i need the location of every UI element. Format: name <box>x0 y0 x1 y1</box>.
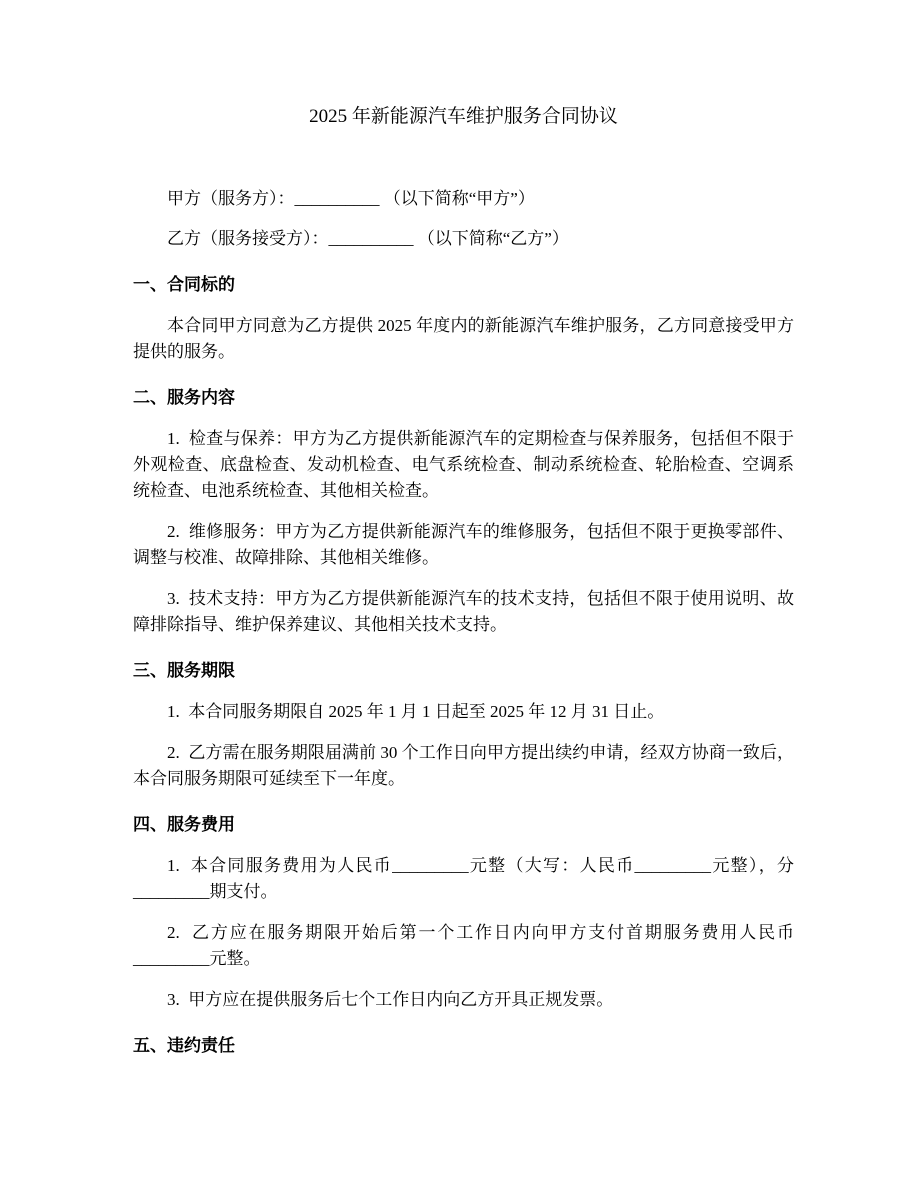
paragraph-fee-amount: 1. 本合同服务费用为人民币_________元整（大写：人民币_________元整），分_________期支付。 <box>133 856 794 901</box>
paragraph-repair-service: 2. 维修服务：甲方为乙方提供新能源汽车的维修服务，包括但不限于更换零部件、调整与校准、故障排除、其他相关维修。 <box>133 522 794 567</box>
section-heading-service-term: 三、服务期限 <box>133 661 235 680</box>
paragraph-invoice: 3. 甲方应在提供服务后七个工作日内向乙方开具正规发票。 <box>167 990 614 1009</box>
paragraph-technical-support: 3. 技术支持：甲方为乙方提供新能源汽车的技术支持，包括但不限于使用说明、故障排除指导、维护保养建议、其他相关技术支持。 <box>133 589 794 634</box>
section-heading-service-fees: 四、服务费用 <box>133 815 235 834</box>
paragraph-first-payment: 2. 乙方应在服务期限开始后第一个工作日内向甲方支付首期服务费用人民币_________元整。 <box>133 923 794 968</box>
paragraph-term-renewal: 2. 乙方需在服务期限届满前 30 个工作日向甲方提出续约申请，经双方协商一致后，本合同服务期限可延续至下一年度。 <box>133 743 794 788</box>
section-heading-contract-subject: 一、合同标的 <box>133 275 235 294</box>
party-b-line: 乙方（服务接受方）：__________ （以下简称“乙方”） <box>167 229 569 248</box>
paragraph-inspection-maintenance: 1. 检查与保养：甲方为乙方提供新能源汽车的定期检查与保养服务，包括但不限于外观检查、底盘检查、发动机检查、电气系统检查、制动系统检查、轮胎检查、空调系统检查、电池系统检查、其他相关检查。 <box>133 429 794 500</box>
paragraph-contract-subject: 本合同甲方同意为乙方提供 2025 年度内的新能源汽车维护服务，乙方同意接受甲方提供的服务。 <box>133 316 794 361</box>
paragraph-term-dates: 1. 本合同服务期限自 2025 年 1 月 1 日起至 2025 年 12 月 31 日止。 <box>167 702 665 721</box>
party-a-line: 甲方（服务方）：__________ （以下简称“甲方”） <box>167 189 535 208</box>
document-title: 2025 年新能源汽车维护服务合同协议 <box>309 106 618 127</box>
section-heading-breach-liability: 五、违约责任 <box>133 1036 235 1055</box>
section-heading-service-content: 二、服务内容 <box>133 388 235 407</box>
